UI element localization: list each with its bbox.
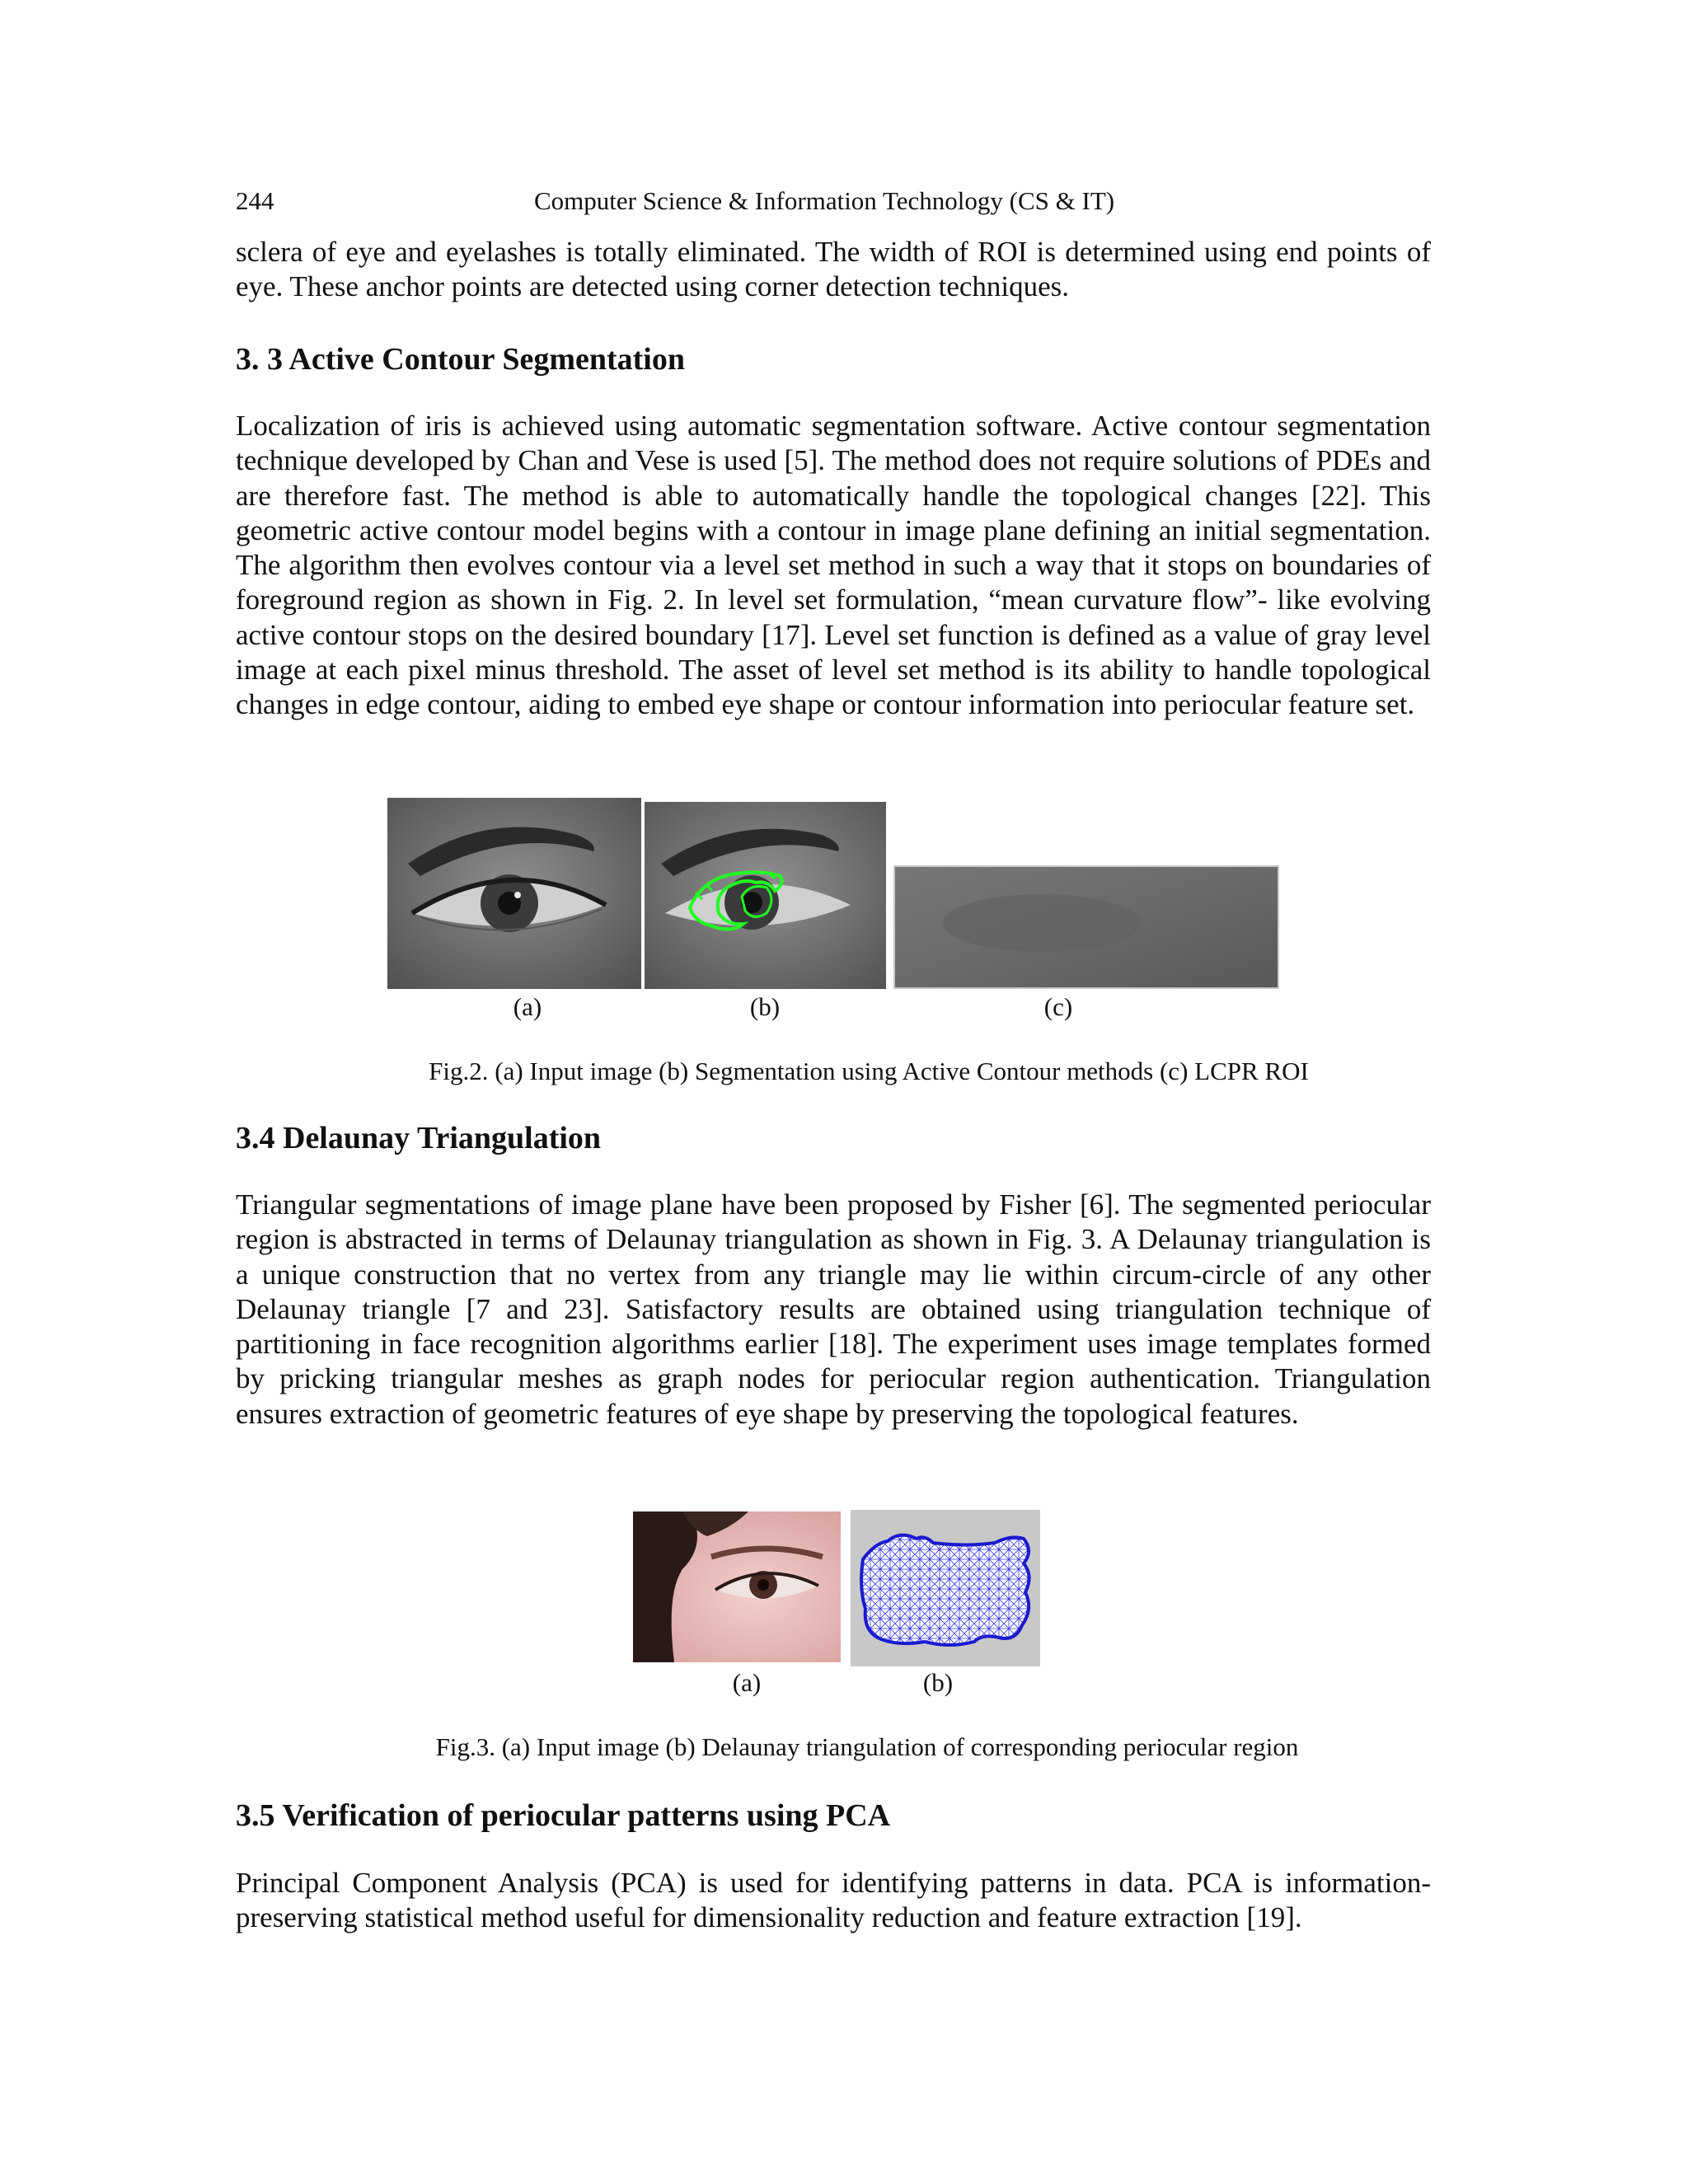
section-3-4-paragraph: Triangular segmentations of image plane have been proposed by Fisher [6]. The segmented periocular region is abstracted in terms of Delaunay triangulation as shown in Fig. 3. A Delaunay triangulation is a unique construction that no vertex from any triangle may lie within circum-circle of any other Delaunay triangle [7 and 23]. Satisfactory results are obtained using triangulation technique of partitioning in face recognition algorithms earlier [18]. The experiment uses image templates formed by pricking triangular meshes as graph nodes for periocular region authentication. Triangulation ensures extraction of geometric features of eye shape by preserving the topological features. — [236, 1188, 1431, 1430]
page-number: 244 — [236, 186, 274, 215]
figure-2b-active-contour-segmentation — [645, 802, 886, 989]
figure-3a-input-image — [633, 1511, 841, 1662]
running-header — [236, 186, 1431, 219]
figure-2b-label: (b) — [749, 992, 781, 1021]
journal-title: Computer Science & Information Technology (CS & IT) — [534, 186, 1115, 215]
section-3-3-paragraph: Localization of iris is achieved using automatic segmentation software. Active contour segmentation technique developed by Chan and Vese is used [5]. The method does not require solutions of PDEs and are therefore fast. The method is able to automatically handle the topological changes [22]. This geometric active contour model begins with a contour in image plane defining an initial segmentation. The algorithm then evolves contour via a level set method in such a way that it stops on boundaries of foreground region as shown in Fig. 2. In level set formulation, “mean curvature flow”- like evolving active contour stops on the desired boundary [17]. Level set function is defined as a value of gray level image at each pixel minus threshold. The asset of level set method is its ability to handle topological changes in edge contour, aiding to embed eye shape or contour information into periocular feature set. — [236, 410, 1431, 721]
figure-3b-label: (b) — [922, 1668, 954, 1697]
figure-2a-label: (a) — [513, 992, 542, 1021]
section-heading-3-4: 3.4 Delaunay Triangulation — [236, 1121, 602, 1155]
figure-3a-label: (a) — [732, 1668, 762, 1697]
figure-3b-delaunay-triangulation — [851, 1510, 1040, 1666]
section-heading-3-3: 3. 3 Active Contour Segmentation — [236, 342, 685, 377]
figure-2c-label: (c) — [1043, 992, 1073, 1021]
figure-2c-lcpr-roi — [893, 865, 1279, 989]
section-heading-3-5: 3.5 Verification of periocular patterns using PCA — [236, 1798, 891, 1833]
intro-paragraph: sclera of eye and eyelashes is totally eliminated. The width of ROI is determined using end points of eye. These anchor points are detected using corner detection techniques. — [236, 236, 1431, 303]
figure-3-caption: Fig.3. (a) Input image (b) Delaunay triangulation of corresponding periocular region — [435, 1732, 1299, 1761]
figure-2-caption: Fig.2. (a) Input image (b) Segmentation using Active Contour methods (c) LCPR ROI — [429, 1057, 1309, 1085]
section-3-5-paragraph: Principal Component Analysis (PCA) is used for identifying patterns in data. PCA is information-preserving statistical method useful for dimensionality reduction and feature extraction [19]. — [236, 1867, 1431, 1934]
figure-2a-input-eye-image — [387, 798, 641, 989]
